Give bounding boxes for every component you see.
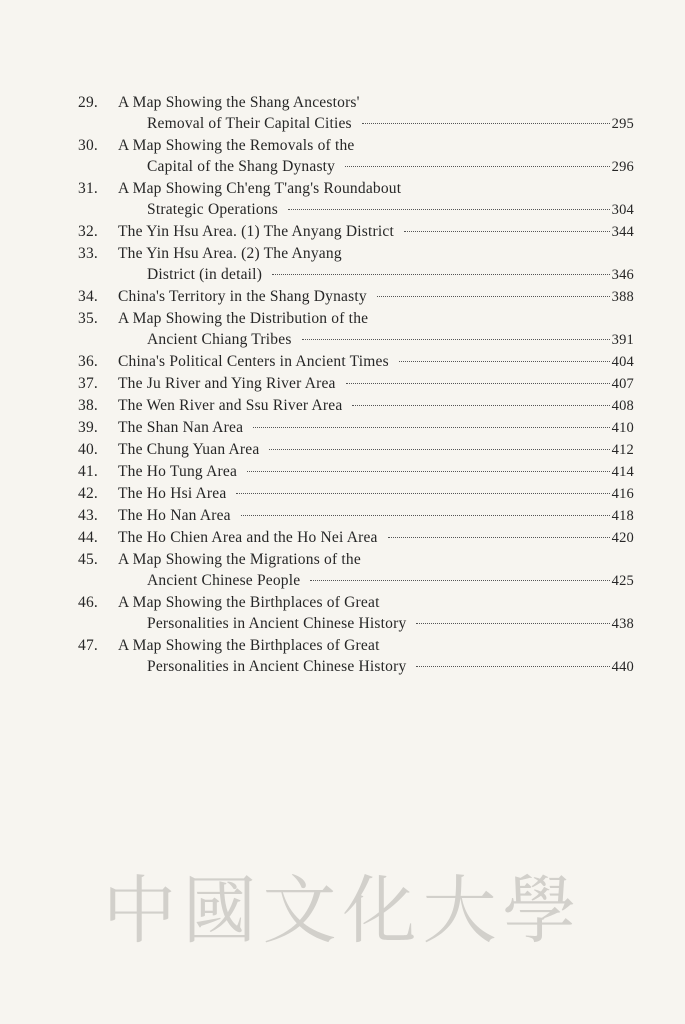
entry-title: The Shan Nan Area xyxy=(118,419,244,436)
dot-leader xyxy=(416,623,609,624)
dot-leader xyxy=(272,274,610,275)
page-number: 344 xyxy=(611,224,634,240)
entry-title: A Map Showing the Birthplaces of Great xyxy=(118,594,380,611)
toc-entry xyxy=(78,527,634,549)
entry-number: 37. xyxy=(78,375,98,392)
entry-title-continued: Personalities in Ancient Chinese History xyxy=(147,615,407,632)
entry-title: The Ho Hsi Area xyxy=(118,485,227,502)
entry-number: 29. xyxy=(78,94,98,111)
page-number: 391 xyxy=(611,332,634,348)
page-number: 438 xyxy=(611,616,634,632)
toc-entry xyxy=(78,592,634,635)
toc-entry xyxy=(78,178,634,221)
dot-leader xyxy=(352,405,609,406)
entry-number: 31. xyxy=(78,180,98,197)
page-number: 296 xyxy=(611,159,634,175)
page-number: 412 xyxy=(611,442,634,458)
entry-title-continued: District (in detail) xyxy=(147,266,263,283)
entry-title: The Yin Hsu Area. (2) The Anyang xyxy=(118,245,342,262)
entry-number: 40. xyxy=(78,441,98,458)
entry-number: 35. xyxy=(78,310,98,327)
entry-title-continued: Ancient Chiang Tribes xyxy=(147,331,292,348)
toc-entry xyxy=(78,549,634,592)
entry-number: 36. xyxy=(78,353,98,370)
page-number: 404 xyxy=(611,354,634,370)
page-number: 388 xyxy=(611,289,634,305)
entry-title: A Map Showing the Birthplaces of Great xyxy=(118,637,380,654)
toc-entry xyxy=(78,373,634,395)
entry-title: The Ho Tung Area xyxy=(118,463,238,480)
dot-leader xyxy=(288,209,610,210)
entry-title-continued: Ancient Chinese People xyxy=(147,572,301,589)
entry-title: The Ho Nan Area xyxy=(118,507,231,524)
page-number: 416 xyxy=(611,486,634,502)
entry-number: 38. xyxy=(78,397,98,414)
toc-entry xyxy=(78,308,634,351)
toc-entry xyxy=(78,483,634,505)
entry-number: 32. xyxy=(78,223,98,240)
entry-title: The Ho Chien Area and the Ho Nei Area xyxy=(118,529,378,546)
university-watermark: 中國文化大學 xyxy=(102,868,583,954)
page-number: 295 xyxy=(611,116,634,132)
page-number: 346 xyxy=(611,267,634,283)
dot-leader xyxy=(346,383,610,384)
toc-entry xyxy=(78,505,634,527)
entry-title-continued: Removal of Their Capital Cities xyxy=(147,115,352,132)
entry-number: 33. xyxy=(78,245,98,262)
page-number: 440 xyxy=(611,659,634,675)
entry-title: A Map Showing the Removals of the xyxy=(118,137,355,154)
dot-leader xyxy=(253,427,609,428)
entry-title-continued: Personalities in Ancient Chinese History xyxy=(147,658,407,675)
page-number: 408 xyxy=(611,398,634,414)
toc-entry xyxy=(78,92,634,135)
dot-leader xyxy=(388,537,610,538)
entry-title-continued: Strategic Operations xyxy=(147,201,278,218)
dot-leader xyxy=(236,493,609,494)
entry-title: The Wen River and Ssu River Area xyxy=(118,397,343,414)
toc-entry xyxy=(78,417,634,439)
dot-leader xyxy=(269,449,609,450)
toc-entry xyxy=(78,395,634,417)
entry-number: 47. xyxy=(78,637,98,654)
page-number: 414 xyxy=(611,464,634,480)
entry-title: China's Territory in the Shang Dynasty xyxy=(118,288,367,305)
page-number: 420 xyxy=(611,530,634,546)
toc-entry xyxy=(78,351,634,373)
dot-leader xyxy=(302,339,610,340)
page-number: 418 xyxy=(611,508,634,524)
entry-title: The Ju River and Ying River Area xyxy=(118,375,336,392)
entry-title: The Yin Hsu Area. (1) The Anyang District xyxy=(118,223,394,240)
entry-number: 44. xyxy=(78,529,98,546)
entry-number: 42. xyxy=(78,485,98,502)
toc-entry xyxy=(78,243,634,286)
dot-leader xyxy=(404,231,610,232)
entry-number: 41. xyxy=(78,463,98,480)
dot-leader xyxy=(399,361,610,362)
entry-number: 45. xyxy=(78,551,98,568)
entry-number: 43. xyxy=(78,507,98,524)
dot-leader xyxy=(377,296,610,297)
toc-entry xyxy=(78,221,634,243)
dot-leader xyxy=(247,471,610,472)
entry-title: China's Political Centers in Ancient Times xyxy=(118,353,389,370)
dot-leader xyxy=(362,123,610,124)
entry-title: A Map Showing the Distribution of the xyxy=(118,310,369,327)
toc-entry xyxy=(78,135,634,178)
entry-title: A Map Showing the Shang Ancestors' xyxy=(118,94,360,111)
toc-entry xyxy=(78,461,634,483)
entry-title: The Chung Yuan Area xyxy=(118,441,260,458)
entry-title: A Map Showing the Migrations of the xyxy=(118,551,361,568)
page-number: 410 xyxy=(611,420,634,436)
dot-leader xyxy=(416,666,609,667)
toc-entry xyxy=(78,635,634,678)
entry-number: 30. xyxy=(78,137,98,154)
entry-number: 34. xyxy=(78,288,98,305)
list-of-maps xyxy=(78,92,634,678)
entry-number: 46. xyxy=(78,594,98,611)
toc-entry xyxy=(78,439,634,461)
toc-entry xyxy=(78,286,634,308)
dot-leader xyxy=(345,166,610,167)
entry-number: 39. xyxy=(78,419,98,436)
page-number: 407 xyxy=(611,376,634,392)
entry-title-continued: Capital of the Shang Dynasty xyxy=(147,158,336,175)
dot-leader xyxy=(241,515,610,516)
entry-title: A Map Showing Ch'eng T'ang's Roundabout xyxy=(118,180,402,197)
page-number: 304 xyxy=(611,202,634,218)
page-number: 425 xyxy=(611,573,634,589)
dot-leader xyxy=(310,580,609,581)
